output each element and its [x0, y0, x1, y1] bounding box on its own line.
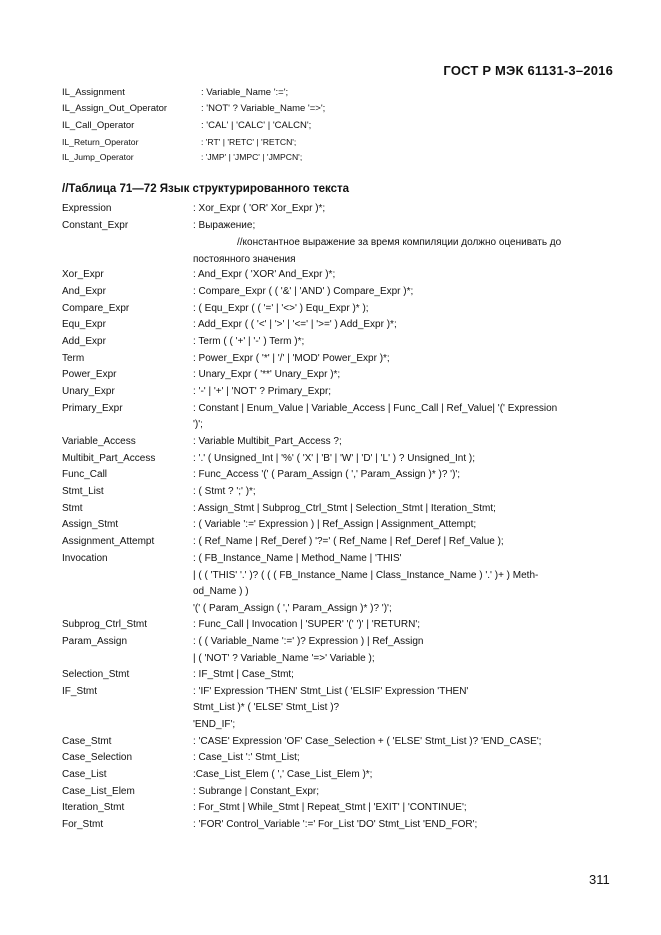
rule-name: IF_Stmt [62, 686, 98, 697]
rule-definition: : 'NOT' ? Variable_Name '=>'; [201, 103, 326, 114]
rule-definition: : Func_Call | Invocation | 'SUPER' '(' ')' | 'RETURN'; [193, 619, 421, 630]
rule-name: Primary_Expr [62, 403, 123, 414]
rule-definition: : 'RT' | 'RETC' | 'RETCN'; [201, 137, 297, 147]
rule-name: Unary_Expr [62, 386, 115, 397]
rule-name: Func_Call [62, 469, 108, 480]
rule-definition: :Case_List_Elem ( ',' Case_List_Elem )*; [193, 769, 373, 780]
rule-definition: : IF_Stmt | Case_Stmt; [193, 669, 294, 680]
rule-name: Case_List [62, 769, 107, 780]
rule-definition: : ( Variable ':=' Expression ) | Ref_Assign | Assignment_Attempt; [193, 519, 477, 530]
rule-name: Variable_Access [62, 436, 136, 447]
continuation-line: '(' ( Param_Assign ( ',' Param_Assign )* )? ')'; [193, 603, 392, 614]
rule-definition: : '-' | '+' | 'NOT' ? Primary_Expr; [193, 386, 332, 397]
rule-name: Expression [62, 203, 112, 214]
continuation-line: Stmt_List )* ( 'ELSE' Stmt_List )? [193, 702, 340, 713]
page-header: ГОСТ Р МЭК 61131-3–2016 [443, 63, 613, 78]
rule-name: Power_Expr [62, 369, 117, 380]
rule-name: Constant_Expr [62, 220, 129, 231]
rule-name: Invocation [62, 553, 108, 564]
rule-definition: : Subrange | Constant_Expr; [193, 786, 320, 797]
rule-name: Stmt [62, 503, 83, 514]
rule-name: IL_Assignment [62, 87, 125, 98]
continuation-line: od_Name ) ) [193, 586, 249, 597]
rule-name: For_Stmt [62, 819, 104, 830]
rule-definition: : Func_Access '(' ( Param_Assign ( ',' Param_Assign )* )? ')'; [193, 469, 461, 480]
rule-definition: : 'CAL' | 'CALC' | 'CALCN'; [201, 120, 312, 131]
rule-definition: : 'JMP' | 'JMPC' | 'JMPCN'; [201, 152, 303, 162]
rule-definition: : Variable Multibit_Part_Access ?; [193, 436, 342, 447]
rule-definition: : Constant | Enum_Value | Variable_Access | Func_Call | Ref_Value| '(' Expression [193, 403, 558, 414]
continuation-line: ')'; [193, 419, 203, 430]
rule-definition: : Variable_Name ':='; [201, 87, 289, 98]
rule-name: Add_Expr [62, 336, 106, 347]
rule-definition: : ( Equ_Expr ( ( '=' | '<>' ) Equ_Expr )* ); [193, 303, 369, 314]
rule-name: Subprog_Ctrl_Stmt [62, 619, 148, 630]
page-number: 311 [589, 872, 610, 887]
rule-definition: : And_Expr ( 'XOR' And_Expr )*; [193, 269, 336, 280]
comment-line: постоянного значения [193, 254, 296, 265]
rule-name: Stmt_List [62, 486, 104, 497]
continuation-line: | ( ( 'THIS' '.' )? ( ( ( FB_Instance_Name | Class_Instance_Name ) '.' )+ ) Meth- [193, 570, 539, 581]
rule-definition: : Unary_Expr ( '**' Unary_Expr )*; [193, 369, 341, 380]
continuation-line: 'END_IF'; [193, 719, 236, 730]
rule-definition: : Compare_Expr ( ( '&' | 'AND' ) Compare_Expr )*; [193, 286, 414, 297]
rule-definition: : '.' ( Unsigned_Int | '%' ( 'X' | 'B' | 'W' | 'D' | 'L' ) ? Unsigned_Int ); [193, 453, 476, 464]
rule-definition: : ( Ref_Name | Ref_Deref ) '?=' ( Ref_Name | Ref_Deref | Ref_Value ); [193, 536, 504, 547]
rule-name: And_Expr [62, 286, 106, 297]
rule-name: Assign_Stmt [62, 519, 119, 530]
rule-definition: : ( ( Variable_Name ':=' )? Expression ) | Ref_Assign [193, 636, 424, 647]
rule-definition: : Выражение; [193, 220, 256, 231]
rule-definition: : Case_List ':' Stmt_List; [193, 752, 300, 763]
rule-definition: : Assign_Stmt | Subprog_Ctrl_Stmt | Selection_Stmt | Iteration_Stmt; [193, 503, 496, 514]
rule-name: IL_Assign_Out_Operator [62, 103, 168, 114]
rule-name: Selection_Stmt [62, 669, 130, 680]
rule-name: Case_Selection [62, 752, 133, 763]
comment-line: //константное выражение за время компиляции должно оценивать до [237, 237, 562, 248]
rule-definition: : Power_Expr ( '*' | '/' | 'MOD' Power_Expr )*; [193, 353, 390, 364]
rule-definition: : Term ( ( '+' | '-' ) Term )*; [193, 336, 305, 347]
rule-definition: : ( Stmt ? ';' )*; [193, 486, 256, 497]
rule-definition: : Add_Expr ( ( '<' | '>' | '<=' | '>=' ) Add_Expr )*; [193, 319, 397, 330]
rule-name: Multibit_Part_Access [62, 453, 156, 464]
rule-definition: : For_Stmt | While_Stmt | Repeat_Stmt | 'EXIT' | 'CONTINUE'; [193, 802, 467, 813]
rule-name: Iteration_Stmt [62, 802, 125, 813]
rule-name: Case_List_Elem [62, 786, 135, 797]
rule-name: Term [62, 353, 85, 364]
rule-name: IL_Call_Operator [62, 120, 135, 131]
rule-name: Equ_Expr [62, 319, 106, 330]
section-title: //Таблица 71—72 Язык структурированного текста [62, 183, 350, 195]
rule-definition: : 'IF' Expression 'THEN' Stmt_List ( 'ELSIF' Expression 'THEN' [193, 686, 469, 697]
rule-name: Xor_Expr [62, 269, 104, 280]
rule-name: IL_Jump_Operator [62, 152, 134, 162]
rule-definition: : Xor_Expr ( 'OR' Xor_Expr )*; [193, 203, 326, 214]
rule-name: Case_Stmt [62, 736, 112, 747]
continuation-line: | ( 'NOT' ? Variable_Name '=>' Variable ); [193, 653, 375, 664]
rule-name: Param_Assign [62, 636, 128, 647]
rule-name: IL_Return_Operator [62, 137, 139, 147]
rule-name: Assignment_Attempt [62, 536, 155, 547]
rule-name: Compare_Expr [62, 303, 130, 314]
rule-definition: : 'FOR' Control_Variable ':=' For_List 'DO' Stmt_List 'END_FOR'; [193, 819, 478, 830]
rule-definition: : ( FB_Instance_Name | Method_Name | 'THIS' [193, 553, 402, 564]
rule-definition: : 'CASE' Expression 'OF' Case_Selection + ( 'ELSE' Stmt_List )? 'END_CASE'; [193, 736, 542, 747]
